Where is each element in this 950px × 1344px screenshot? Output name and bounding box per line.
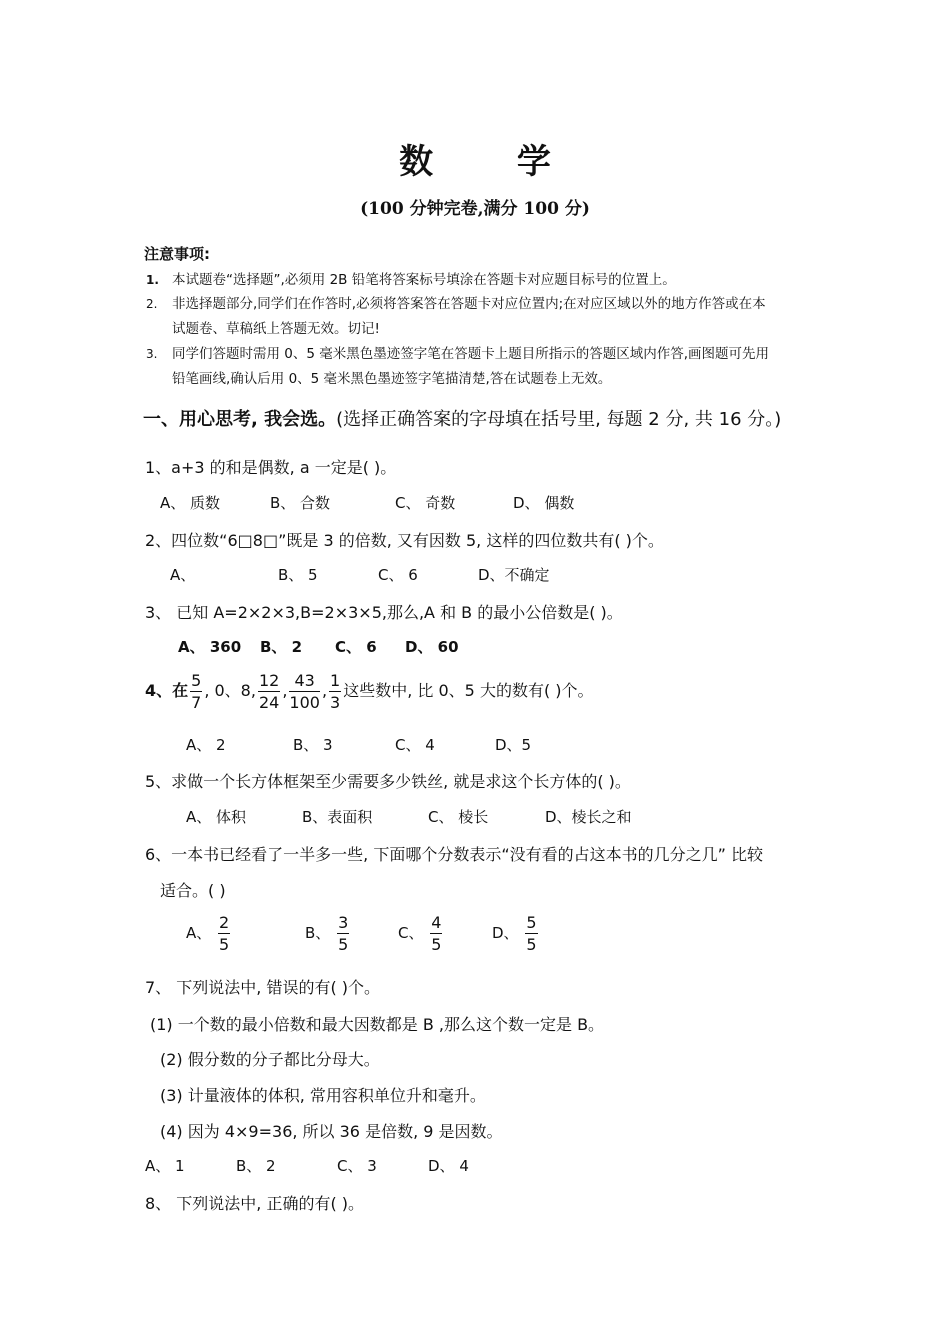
question-3: 3、 已知 A=2×2×3,B=2×3×5,那么,A 和 B 的最小公倍数是( )。: [145, 603, 623, 622]
note-text: 试题卷、草稿纸上答题无效。切记!: [172, 321, 380, 337]
fraction: $\frac{5}{7}$: [191, 671, 202, 712]
q4-prefix: 4、在: [145, 681, 189, 700]
option-c: C、 6: [335, 638, 377, 656]
option-c: C、 奇数: [395, 494, 456, 512]
question-7: 7、 下列说法中, 错误的有( )个。: [145, 978, 381, 997]
option-d: D、 $\frac{5}{5}$: [492, 913, 537, 954]
option-b: B、 3: [293, 736, 333, 754]
statement: (2) 假分数的分子都比分母大。: [160, 1050, 380, 1069]
note-number: 2.: [146, 297, 158, 311]
note-text: 非选择题部分,同学们在作答时,必须将答案答在答题卡对应位置内;在对应区域以外的地方作答或在本: [172, 296, 766, 312]
option-a: A、 360: [178, 638, 242, 656]
fraction: $\frac{5}{5}$: [526, 913, 537, 954]
option-b: B、 5: [278, 566, 318, 584]
option-a: A、 2: [186, 736, 226, 754]
option-c: C、 3: [337, 1157, 377, 1175]
option-d: D、 偶数: [513, 494, 575, 512]
question-1: 1、a+3 的和是偶数, a 一定是( )。: [145, 458, 397, 477]
page-title: 数 学: [399, 142, 587, 182]
section-title: 一、用心思考, 我会选。: [143, 409, 337, 430]
question-2: 2、四位数“6□8□”既是 3 的倍数, 又有因数 5, 这样的四位数共有( )个。: [145, 531, 664, 550]
option-a: A、 $\frac{2}{5}$: [186, 913, 230, 954]
question-6-continued: 适合。( ): [160, 881, 226, 900]
option-b: B、 合数: [270, 494, 331, 512]
question-4: 4、在 $\frac{5}{7}$ , 0、8, $\frac{12}{24}$ , $\frac{43}{100}$ , $\frac{1}{3}$ 这些数中, 比 0、5 大的数有( )个。: [145, 671, 594, 712]
note-number: 3.: [146, 347, 158, 361]
option-b: B、 2: [236, 1157, 276, 1175]
option-b: B、表面积: [302, 808, 373, 826]
section-heading: [143, 405, 781, 431]
option-b: B、 2: [260, 638, 303, 656]
option-c: C、 $\frac{4}{5}$: [398, 913, 442, 954]
question-6: 6、一本书已经看了一半多一些, 下面哪个分数表示“没有看的占这本书的几分之几” 比较: [145, 845, 764, 864]
section-instruction: (选择正确答案的字母填在括号里, 每题 2 分, 共 16 分。): [336, 409, 782, 430]
option-a: A、: [170, 566, 196, 584]
option-d: D、棱长之和: [545, 808, 632, 826]
option-a: A、 1: [145, 1157, 185, 1175]
fraction: $\frac{12}{24}$: [258, 671, 280, 712]
option-b: B、 $\frac{3}{5}$: [305, 913, 349, 954]
fraction: $\frac{43}{100}$: [289, 671, 320, 712]
note-text: 铅笔画线,确认后用 0、5 毫米黑色墨迹签字笔描清楚,答在试题卷上无效。: [172, 371, 612, 387]
option-d: D、不确定: [478, 566, 550, 584]
option-d: D、 60: [405, 638, 459, 656]
option-a: A、 体积: [186, 808, 247, 826]
statement: (3) 计量液体的体积, 常用容积单位升和毫升。: [160, 1086, 486, 1105]
question-8: 8、 下列说法中, 正确的有( )。: [145, 1194, 365, 1213]
fraction: $\frac{3}{5}$: [338, 913, 349, 954]
option-c: C、 4: [395, 736, 435, 754]
note-text: 本试题卷“选择题”,必须用 2B 铅笔将答案标号填涂在答题卡对应题目标号的位置上。: [172, 272, 676, 288]
notes-heading: 注意事项:: [144, 245, 210, 263]
statement: (1) 一个数的最小倍数和最大因数都是 B ,那么这个数一定是 B。: [150, 1015, 605, 1034]
question-5: 5、求做一个长方体框架至少需要多少铁丝, 就是求这个长方体的( )。: [145, 772, 631, 791]
option-c: C、 棱长: [428, 808, 489, 826]
note-number: 1.: [146, 273, 159, 287]
fraction: $\frac{4}{5}$: [431, 913, 442, 954]
fraction: $\frac{1}{3}$: [330, 671, 341, 712]
page-subtitle: (100 分钟完卷,满分 100 分): [360, 199, 590, 219]
option-d: D、 4: [428, 1157, 469, 1175]
statement: (4) 因为 4×9=36, 所以 36 是倍数, 9 是因数。: [160, 1122, 503, 1141]
note-text: 同学们答题时需用 0、5 毫米黑色墨迹签字笔在答题卡上题目所指示的答题区域内作答,画图题可先用: [172, 346, 770, 362]
option-d: D、5: [495, 736, 532, 754]
fraction: $\frac{2}{5}$: [219, 913, 230, 954]
option-c: C、 6: [378, 566, 418, 584]
option-a: A、 质数: [160, 494, 221, 512]
